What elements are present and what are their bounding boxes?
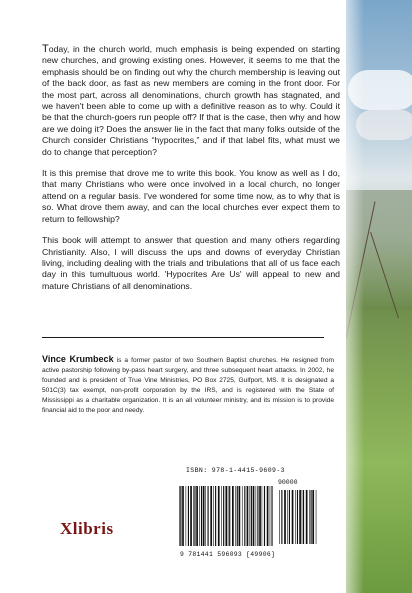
first-letter: T (42, 43, 49, 55)
author-name: Vince Krumbeck (42, 354, 114, 364)
barcode-bar (182, 486, 184, 546)
barcode-bar (213, 486, 214, 546)
barcode-bar (311, 490, 312, 544)
book-blurb (42, 44, 340, 302)
barcode-bar (309, 490, 310, 544)
isbn-text: ISBN: 978-1-4415-9609-3 (186, 467, 285, 474)
barcode-bar (302, 490, 303, 544)
barcode-bar (253, 486, 255, 546)
barcode-bar (244, 486, 245, 546)
barcode-bar (295, 490, 296, 544)
barcode-bar (199, 486, 200, 546)
barcode-bar (256, 486, 257, 546)
barcode-bar (229, 486, 230, 546)
barcode-bar (221, 486, 222, 546)
barcode-bar (194, 486, 195, 546)
barcode-bar (297, 490, 298, 544)
barcode-bar (292, 490, 294, 544)
barcode-bar (279, 490, 280, 544)
barcode-bar (257, 486, 258, 546)
author-bio (42, 354, 334, 417)
cover-photo-strip (346, 0, 412, 593)
blurb-paragraph-1 (42, 44, 340, 158)
barcode-bar (284, 490, 286, 544)
barcode-bar (267, 486, 269, 546)
barcode-bar (281, 490, 282, 544)
paragraph-text: oday, in the church world, much emphasis is being expended on starting new churches, and growing existing ones. However, it seems to me that the emphasis should be on finding out why the church membership is leaving out of the back door, as fast as new members are coming in the front door. For the most part, across all denominations, church growth has stagnated, and we haven't been able to come up with a definitive reason as to why. Could it be that the church-goers run people off? If that is the case, then why and how are we doing it? Does the answer lie in the fact that many folks outside of the Church consider Christians “hypocrites,” and if that label fits, what must we do to change that perception? (42, 44, 340, 157)
barcode-bar (186, 486, 187, 546)
barcode-bar (303, 490, 304, 544)
barcode-bar (218, 486, 220, 546)
addon-barcode-icon (278, 490, 318, 544)
barcode-bar (242, 486, 243, 546)
barcode-bar (208, 486, 209, 546)
barcode-bar (271, 486, 272, 546)
publisher-logo: Xlibris (60, 519, 114, 538)
section-divider (42, 337, 324, 338)
photo-edge-fade (346, 0, 364, 593)
barcode-bar (223, 486, 224, 546)
blurb-paragraph-2: It is this premise that drove me to write this book. You know as well as I do, that many Christians who were once involved in a local church, no longer attend on a regular basis. I've wondered for some time now, as to why that is so. What drove them away, and can the local churches ever expect them to return to fellowship? (42, 168, 340, 224)
barcode-bar (196, 486, 198, 546)
barcode-bar (225, 486, 227, 546)
barcode-bar (270, 486, 271, 546)
barcode-bar (289, 490, 290, 544)
barcode-bar (259, 486, 261, 546)
barcode-bar (190, 486, 192, 546)
barcode-bar (299, 490, 301, 544)
barcode-bar (228, 486, 229, 546)
barcode-bar (215, 486, 216, 546)
price-addon-code: 90000 (278, 479, 298, 486)
barcode-bar (264, 486, 265, 546)
barcode-bar (316, 490, 317, 544)
barcode-bar (193, 486, 194, 546)
barcode-bar (179, 486, 180, 546)
barcode-bar (306, 490, 308, 544)
blurb-paragraph-3: This book will attempt to answer that question and many others regarding Christianity. Also, I will discuss the ups and downs of everyday Christian living, including dealing with the trials and tribulations that all of us face each day in this tumultuous world. 'Hypocrites Are Us' will appeal to new and mature Christians of all denominations. (42, 235, 340, 291)
barcode-bar (201, 486, 202, 546)
barcode-bar (250, 486, 251, 546)
barcode-bar (235, 486, 236, 546)
bio-text: is a former pastor of two Southern Baptist churches. He resigned from active pastorship following by-pass heart surgery, and three subsequent heart attacks. In 2002, he founded and is president of True Vine Ministries, PO Box 2725, Gulfport, MS. It is designated a 501C(3) tax exempt, non-profit corporation by the IRS, and is registered with the State of Mississippi as a charitable organization. It is an all volunteer ministry, and its mission is to provide financial aid to the poor and needy. (42, 357, 334, 415)
barcode-number: 9 781441 596093 [49906] (180, 551, 276, 558)
barcode-bar (203, 486, 205, 546)
barcode-bar (262, 486, 263, 546)
barcode-bar (312, 490, 314, 544)
barcode-icon (178, 486, 274, 546)
barcode-bar (180, 486, 181, 546)
barcode-bar (247, 486, 249, 546)
barcode-bar (188, 486, 189, 546)
barcode-bar (210, 486, 212, 546)
cloud-shape (356, 110, 412, 140)
barcode-bar (287, 490, 288, 544)
barcode-bar (232, 486, 234, 546)
barcode-bar (251, 486, 252, 546)
barcode-bar (239, 486, 241, 546)
barcode-bar (205, 486, 206, 546)
barcode-bar (237, 486, 238, 546)
